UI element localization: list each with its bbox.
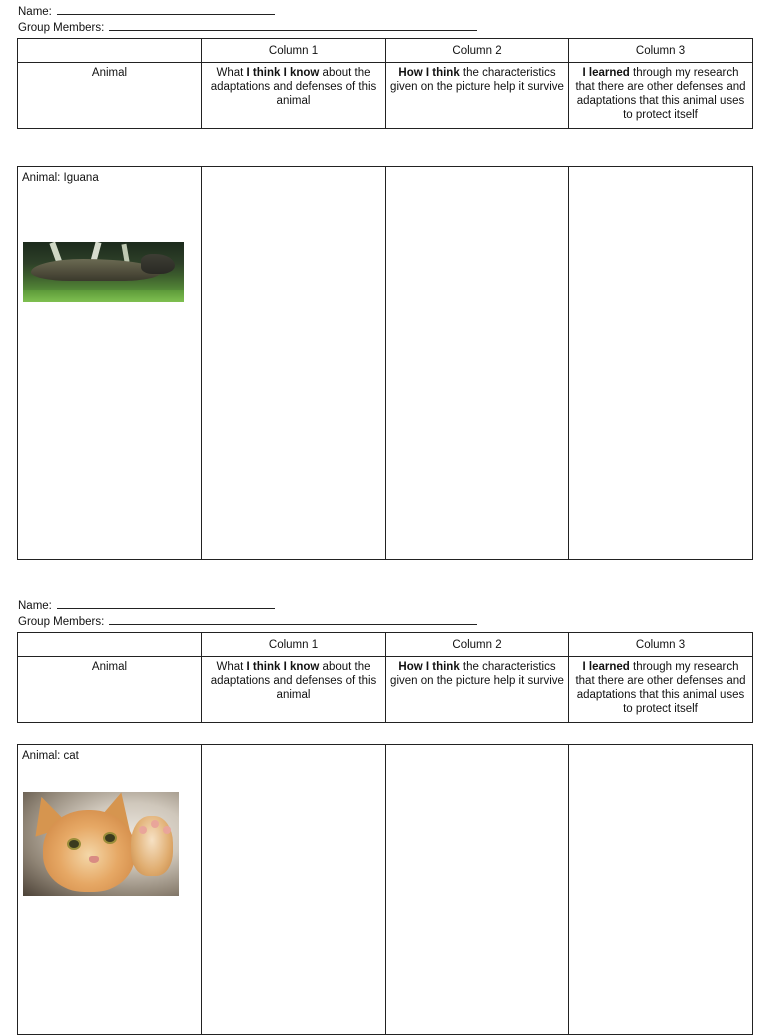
column-3-description: [569, 657, 753, 723]
column-1-description: [202, 63, 386, 129]
c1-bold: I think I know: [246, 67, 320, 79]
animal-header: Animal: [18, 657, 202, 723]
name-label: Name:: [18, 600, 52, 612]
column-3-answer[interactable]: [569, 167, 753, 560]
group-members-blank[interactable]: [109, 614, 477, 625]
animal-header: Animal: [18, 63, 202, 129]
group-members-label: Group Members:: [18, 22, 105, 34]
c2-bold: How I think: [398, 67, 460, 79]
c2-post: the characteristics given on the picture help it survive: [390, 661, 564, 687]
name-blank[interactable]: [57, 4, 275, 15]
c3-post: through my research that there are other defenses and adaptations that this animal uses to protect itself: [575, 67, 746, 121]
column-3-description: [569, 63, 753, 129]
group-members-blank[interactable]: [109, 20, 477, 31]
c1-post: about the adaptations and defenses of this animal: [210, 67, 377, 107]
animal-name: Animal: cat: [22, 750, 79, 762]
column-2-header: Column 2: [386, 39, 569, 63]
c3-post: through my research that there are other defenses and adaptations that this animal uses to protect itself: [575, 661, 746, 715]
header-blank-cell: [18, 633, 202, 657]
column-1-header: Column 1: [202, 39, 386, 63]
column-2-description: [386, 657, 569, 723]
column-3-header: Column 3: [569, 39, 753, 63]
group-members-label: Group Members:: [18, 616, 105, 628]
animal-name: Animal: Iguana: [22, 172, 99, 184]
c1-bold: I think I know: [246, 661, 320, 673]
group-members-line: [18, 614, 477, 629]
c2-bold: How I think: [398, 661, 460, 673]
column-2-answer[interactable]: [386, 167, 569, 560]
column-2-header: Column 2: [386, 633, 569, 657]
group-members-line: [18, 20, 477, 35]
c2-post: the characteristics given on the picture help it survive: [390, 67, 564, 93]
name-line: [18, 598, 275, 613]
column-2-answer[interactable]: [386, 745, 569, 1035]
column-1-header: Column 1: [202, 633, 386, 657]
name-label: Name:: [18, 6, 52, 18]
c1-pre: What: [216, 67, 247, 79]
name-blank[interactable]: [57, 598, 275, 609]
header-blank-cell: [18, 39, 202, 63]
c3-bold: I learned: [582, 661, 630, 673]
response-table: [17, 166, 753, 560]
column-1-answer[interactable]: [202, 745, 386, 1035]
name-line: [18, 4, 275, 19]
column-1-description: [202, 657, 386, 723]
column-1-answer[interactable]: [202, 167, 386, 560]
column-3-header: Column 3: [569, 633, 753, 657]
animal-cell: [18, 167, 202, 560]
column-2-description: [386, 63, 569, 129]
header-table: [17, 632, 753, 723]
cat-photo-icon: [23, 792, 179, 896]
c3-bold: I learned: [582, 67, 630, 79]
iguana-photo-icon: [23, 242, 184, 302]
c1-post: about the adaptations and defenses of this animal: [210, 661, 377, 701]
c1-pre: What: [216, 661, 247, 673]
column-3-answer[interactable]: [569, 745, 753, 1035]
header-table: [17, 38, 753, 129]
